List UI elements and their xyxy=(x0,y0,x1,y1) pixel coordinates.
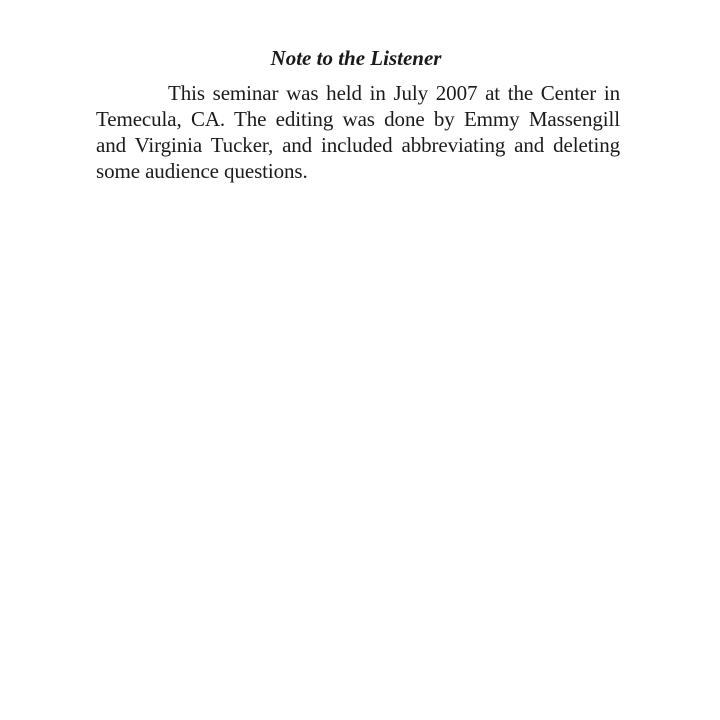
page-title: Note to the Listener xyxy=(270,46,442,70)
body-paragraph: This seminar was held in July 2007 at the Center in Temecula, CA. The editing was done by Emmy Massengill and Virginia Tucker, and included abbreviating and deleting some audience questions. xyxy=(96,81,620,183)
